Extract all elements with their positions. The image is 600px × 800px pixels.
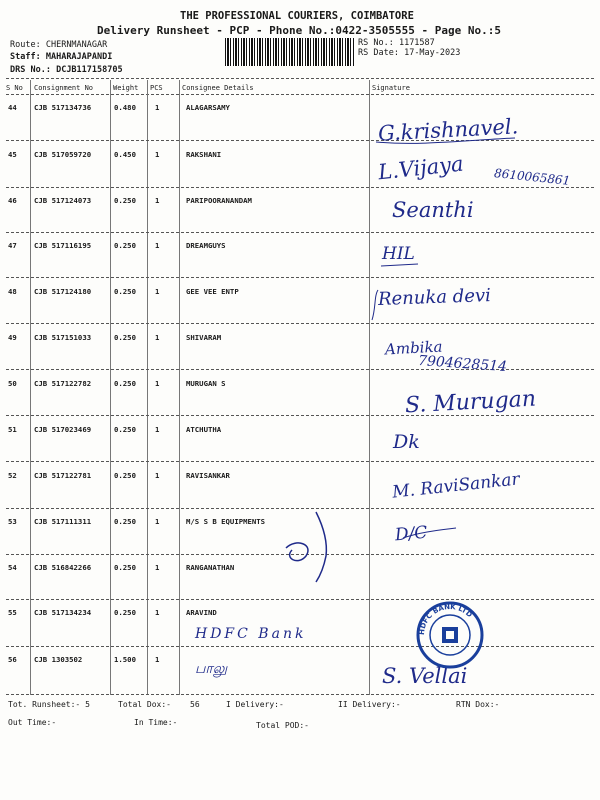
runsheet-subtitle: Delivery Runsheet - PCP - Phone No.:0422-3505555 - Page No.:5 [97,24,501,37]
row-weight: 0.250 [114,425,136,434]
row-sno: 50 [8,379,17,388]
scribble-mark [403,528,456,538]
route-label: Route: [10,40,41,50]
rs-no-label: RS No.: [358,38,394,48]
row-consignee: GEE VEE ENTP [186,287,239,296]
row-consignee: MURUGAN S [186,379,226,388]
row-pcs: 1 [155,379,160,388]
scribble-mark [376,138,515,143]
row-consignment: CJB 517122781 [34,471,92,480]
row-sno: 52 [8,471,17,480]
row-pcs: 1 [155,563,160,572]
row-pcs: 1 [155,103,160,112]
company-title: THE PROFESSIONAL COURIERS, COIMBATORE [180,10,414,22]
col-pcs: PCS [150,84,163,92]
col-consignment: Consignment No [34,84,94,92]
row-consignee: ARAVIND [186,608,217,617]
row-consignee: DREAMGUYS [186,241,226,250]
total-pod-label: Total POD:- [256,721,309,730]
row-consignment: CJB 517124073 [34,196,92,205]
row-weight: 0.250 [114,608,136,617]
row-sno: 55 [8,608,17,617]
row-consignment: CJB 517151033 [34,333,92,342]
row-pcs: 1 [155,196,160,205]
handwritten-note: பாலு [195,661,228,677]
scribble-mark [286,512,326,582]
row-consignment: CJB 517134736 [34,103,92,112]
row-consignment: CJB 517124180 [34,287,92,296]
drs-value: DCJB117158705 [56,65,123,75]
handwritten-signature: S. Murugan [404,386,537,419]
row-weight: 0.250 [114,333,136,342]
row-consignee: M/S S B EQUIPMENTS [186,517,266,526]
col-consignee: Consignee Details [182,84,254,92]
handwritten-signature: D/C [394,522,429,546]
row-sno: 44 [8,103,17,112]
row-sno: 47 [8,241,17,250]
scribble-mark [381,264,418,266]
stamp-text: HDFC BANK LTD [417,602,474,636]
row-weight: 0.250 [114,287,136,296]
row-consignee: RANGANATHAN [186,563,235,572]
row-weight: 0.250 [114,379,136,388]
handwritten-signature: HIL [382,244,415,264]
row-pcs: 1 [155,608,160,617]
out-time-label: Out Time:- [8,718,57,727]
row-consignment: CJB 517116195 [34,241,92,250]
col-weight: Weight [113,84,139,92]
row-consignee: SHIVARAM [186,333,222,342]
row-sno: 46 [8,196,17,205]
row-sno: 48 [8,287,17,296]
handwritten-signature: G.krishnavel. [377,114,519,146]
rs-date-label: RS Date: [358,48,399,58]
row-sno: 45 [8,150,17,159]
row-pcs: 1 [155,655,160,664]
row-weight: 0.250 [114,563,136,572]
row-consignment: CJB 517134234 [34,608,92,617]
row-pcs: 1 [155,517,160,526]
row-pcs: 1 [155,287,160,296]
handwritten-signature: Renuka devi [377,285,492,310]
staff-value: MAHARAJAPANDI [45,52,113,62]
bank-logo-icon [446,631,454,639]
row-consignee: ATCHUTHA [186,425,222,434]
rtn-dox-label: RTN Dox:- [456,700,500,709]
handwritten-signature: M. RaviSankar [391,469,521,503]
row-pcs: 1 [155,425,160,434]
row-consignment: CJB 517122782 [34,379,92,388]
handwritten-phone: 7904628514 [417,352,508,376]
handwritten-note: HDFC Bank [195,626,307,642]
col-sno: S No [6,84,23,92]
row-consignee: ALAGARSAMY [186,103,230,112]
total-dox-label: Total Dox:- [118,700,171,709]
handwritten-phone: 8610065861 [493,166,571,188]
i-delivery-label: I Delivery:- [226,700,284,709]
route-value: CHERNMANAGAR [45,40,108,50]
ii-delivery-label: II Delivery:- [338,700,401,709]
row-weight: 0.250 [114,471,136,480]
row-weight: 0.250 [114,196,136,205]
row-consignee: PARIPOORANANDAM [186,196,252,205]
total-dox-value: 56 [190,700,200,709]
rs-date-value: 17-May-2023 [404,48,461,58]
handwritten-signature: Seanthi [392,198,474,222]
row-pcs: 1 [155,333,160,342]
row-sno: 51 [8,425,17,434]
row-consignee: RAVISANKAR [186,471,230,480]
row-pcs: 1 [155,241,160,250]
total-runsheet: Tot. Runsheet:- 5 [8,700,90,709]
row-pcs: 1 [155,471,160,480]
handwritten-signature: L.Vijaya [376,151,465,185]
row-consignee: RAKSHANI [186,150,222,159]
row-consignment: CJB 1303502 [34,655,83,664]
row-consignment: CJB 517059720 [34,150,92,159]
row-weight: 0.480 [114,103,136,112]
col-signature: Signature [372,84,410,92]
scribble-mark [372,290,378,320]
row-weight: 0.250 [114,517,136,526]
row-weight: 0.250 [114,241,136,250]
bank-stamp [415,600,485,670]
row-consignment: CJB 517023469 [34,425,92,434]
row-sno: 54 [8,563,17,572]
row-weight: 1.500 [114,655,136,664]
handwritten-signature: S. Vellai [382,664,468,688]
row-consignment: CJB 517111311 [34,517,92,526]
row-sno: 49 [8,333,17,342]
row-consignment: CJB 516842266 [34,563,92,572]
handwritten-signature: Dk [393,431,420,453]
staff-label: Staff: [10,52,41,62]
handwritten-signature: Ambika [384,337,443,359]
rs-no-value: 1171587 [398,38,435,48]
row-sno: 53 [8,517,17,526]
drs-label: DRS No.: [10,65,51,75]
in-time-label: In Time:- [134,718,178,727]
row-pcs: 1 [155,150,160,159]
row-weight: 0.450 [114,150,136,159]
row-sno: 56 [8,655,17,664]
